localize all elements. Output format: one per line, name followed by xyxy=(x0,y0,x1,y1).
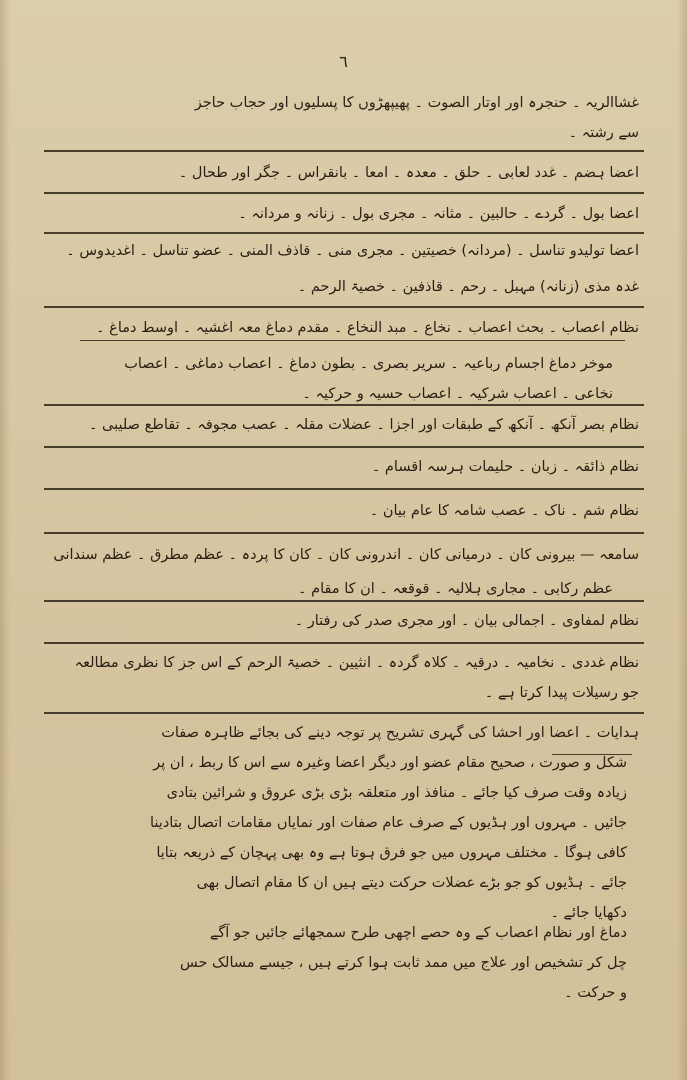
section-divider xyxy=(44,192,644,194)
section-divider xyxy=(44,232,644,234)
section-hearing xyxy=(39,540,639,604)
text-line: سے رشتہ ۔ xyxy=(568,125,639,141)
left-edge-shadow xyxy=(0,0,10,1080)
text-line: جو رسیلات پیدا کرتا ہے ۔ xyxy=(484,685,639,701)
text-line: اعضا ہضم ۔ غدد لعابی ۔ حلق ۔ معدہ ۔ امعا ۔ بانقراس ۔ جگر اور طحال ۔ xyxy=(178,165,639,181)
text-line: شکل و صورت ، صحیح مقام عضو اور دیگر اعضا وغیرہ سے اس کا ربط ، ان پر xyxy=(153,755,627,771)
text-line: کافی ہوگا ۔ مختلف مہروں میں جو فرق ہوتا ہے وہ بھی پہچان کے ذریعہ بتایا xyxy=(156,845,627,861)
section-divider xyxy=(44,600,644,602)
section-reproductive xyxy=(39,236,639,302)
section-nervous xyxy=(39,313,639,409)
text-line: و حرکت ۔ xyxy=(564,985,627,1001)
text-line: عظم رکابی ۔ مجاری ہلالیہ ۔ قوقعہ ۔ ان کا مقام ۔ xyxy=(298,581,613,597)
text-line: اعضا بول ۔ گردے ۔ حالبین ۔ مثانہ ۔ مجری بول ۔ زنانہ و مردانہ ۔ xyxy=(238,206,639,222)
text-line: نظام شم ۔ ناک ۔ عصب شامہ کا عام بیان ۔ xyxy=(369,503,639,519)
section-lymphatic xyxy=(39,606,639,636)
text-line: اعضا تولیدو تناسل ۔ (مردانہ) خصیتین ۔ مجری منی ۔ قاذف المنی ۔ عضو تناسل ۔ اغدیدوس ۔ xyxy=(66,243,639,259)
section-divider xyxy=(44,306,644,308)
section-brain-note xyxy=(39,918,639,1008)
section-divider xyxy=(44,488,644,490)
text-line: غشاالریہ ۔ حنجرہ اور اوتار الصوت ۔ پھیپھڑوں کا پسلیوں اور حجاب حاجز xyxy=(194,95,639,111)
text-line: نظام غددی ۔ نخامیہ ۔ درقیہ ۔ کلاہ گردہ ۔ انثیین ۔ خصیۃ الرحم کے اس جز کا نظری مطالعہ xyxy=(74,655,639,671)
text-line: زیادہ وقت صرف کیا جائے ۔ منافذ اور متعلقہ بڑی بڑی عروق و شرائین بتادی xyxy=(166,785,627,801)
text-line: نظام لمفاوی ۔ اجمالی بیان ۔ اور مجری صدر کی رفتار ۔ xyxy=(294,613,639,629)
section-urinary xyxy=(39,199,639,229)
section-taste xyxy=(39,452,639,482)
text-line: ہدایات ۔ اعضا اور احشا کی گہری تشریح پر توجہ دینے کی بجائے ظاہرہ صفات xyxy=(161,725,639,741)
section-smell xyxy=(39,496,639,526)
text-line: جائے ۔ ہڈیوں کو جو بڑے عضلات حرکت دیتے ہیں ان کا مقام اتصال بھی xyxy=(196,875,627,891)
section-divider xyxy=(80,340,625,341)
text-line: سامعہ — بیرونی کان ۔ درمیانی کان ۔ اندرونی کان ۔ کان کا پردہ ۔ عظم مطرق ۔ عظم سندانی xyxy=(53,547,639,563)
text-line: چل کر تشخیص اور علاج میں ممد ثابت ہوا کرتے ہیں ، جیسے مسالک حس xyxy=(180,955,627,971)
section-divider xyxy=(44,642,644,644)
text-line: نظام اعصاب ۔ بحث اعصاب ۔ نخاع ۔ مبد النخاع ۔ مقدم دماغ معہ اغشیہ ۔ اوسط دماغ ۔ xyxy=(96,320,639,336)
page-number: ٦ xyxy=(339,52,348,71)
section-endocrine xyxy=(39,648,639,708)
section-divider xyxy=(44,532,644,534)
right-edge-shadow xyxy=(677,0,687,1080)
section-vision xyxy=(39,410,639,440)
section-divider xyxy=(44,712,644,714)
section-divider xyxy=(44,404,644,406)
section-respiratory xyxy=(39,88,639,148)
section-divider xyxy=(44,446,644,448)
section-instructions xyxy=(39,718,639,928)
section-divider xyxy=(44,150,644,152)
text-line: نظام ذائقہ ۔ زبان ۔ حلیمات ہرسہ اقسام ۔ xyxy=(371,459,639,475)
text-line: غدہ مذی (زنانہ) مہبل ۔ رحم ۔ قاذفین ۔ خصیۃ الرحم ۔ xyxy=(297,279,639,295)
text-line: دماغ اور نظام اعصاب کے وہ حصے اچھی طرح سمجھائے جائیں جو آگے xyxy=(209,925,627,941)
section-digestive xyxy=(39,158,639,188)
text-line: نظام بصر آنکھ ۔ آنکھ کے طبقات اور اجزا ۔ عضلات مقلہ ۔ عصب مجوفہ ۔ تقاطع صلیبی ۔ xyxy=(88,417,639,433)
text-line: نخاعی ۔ اعصاب شرکیہ ۔ اعصاب حسیہ و حرکیہ ۔ xyxy=(302,386,613,402)
heading-underline xyxy=(552,754,632,755)
text-line: جائیں ۔ مہروں اور ہڈیوں کے صرف عام صفات اور نمایاں مقامات اتصال بتادینا xyxy=(149,815,627,831)
text-line: دکھایا جائے ۔ xyxy=(550,905,627,921)
text-line: موخر دماغ اجسام رباعیہ ۔ سریر بصری ۔ بطون دماغ ۔ اعصاب دماغی ۔ اعصاب xyxy=(124,356,613,372)
